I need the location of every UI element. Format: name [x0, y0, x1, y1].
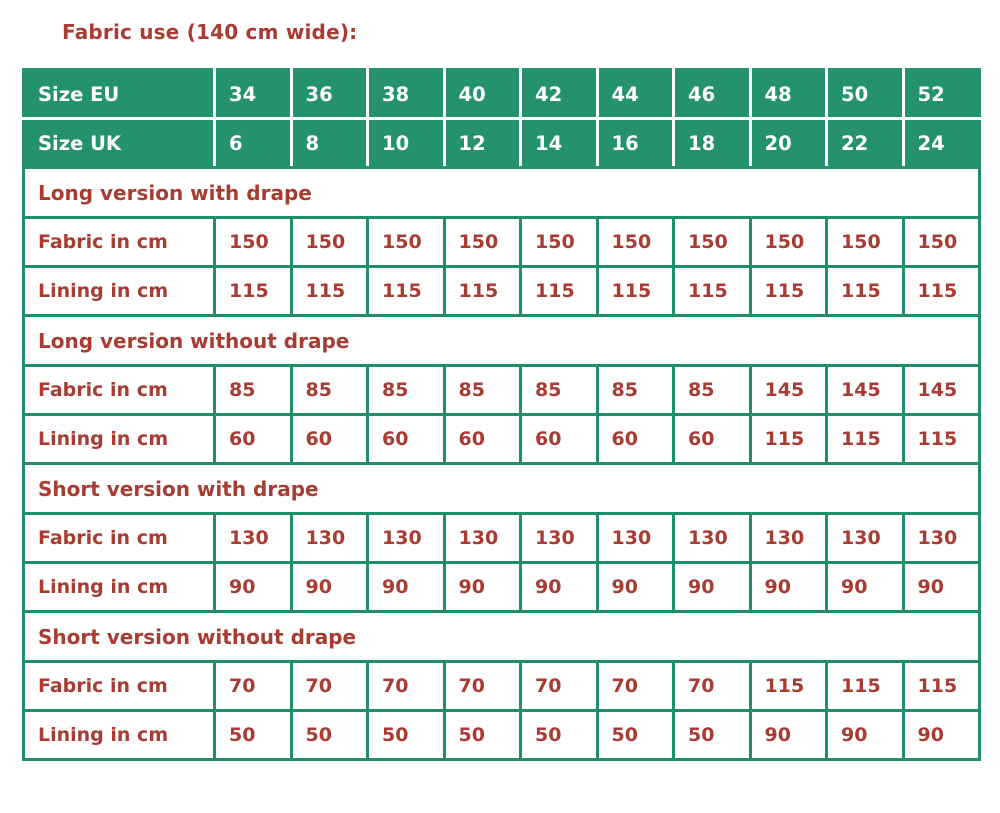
cell: 115	[750, 415, 827, 464]
table-row	[24, 366, 980, 415]
cell: 115	[674, 267, 751, 316]
cell: 130	[521, 514, 598, 563]
cell: 115	[291, 267, 368, 316]
cell: 90	[750, 563, 827, 612]
section-title-row	[24, 612, 980, 662]
cell: 85	[291, 366, 368, 415]
cell: 115	[827, 267, 904, 316]
cell: 50	[521, 711, 598, 760]
col-header-uk-2: 8	[291, 119, 368, 168]
cell: 90	[903, 563, 980, 612]
cell: 90	[903, 711, 980, 760]
cell: 70	[674, 662, 751, 711]
cell: 115	[903, 662, 980, 711]
col-header-eu-8: 48	[750, 70, 827, 119]
cell: 90	[291, 563, 368, 612]
col-header-uk-6: 16	[597, 119, 674, 168]
table-body	[24, 168, 980, 760]
cell: 60	[368, 415, 445, 464]
row-header-size-eu: Size EU	[24, 70, 215, 119]
cell: 90	[521, 563, 598, 612]
cell: 85	[597, 366, 674, 415]
cell: 115	[215, 267, 292, 316]
col-header-uk-10: 24	[903, 119, 980, 168]
cell: 130	[291, 514, 368, 563]
cell: 130	[674, 514, 751, 563]
table-row	[24, 563, 980, 612]
cell: 85	[444, 366, 521, 415]
section-title-row	[24, 464, 980, 514]
cell: 50	[597, 711, 674, 760]
cell: 90	[444, 563, 521, 612]
col-header-eu-2: 36	[291, 70, 368, 119]
cell: 115	[827, 415, 904, 464]
cell: 70	[521, 662, 598, 711]
row-label: Fabric in cm	[24, 662, 215, 711]
cell: 90	[750, 711, 827, 760]
cell: 90	[674, 563, 751, 612]
page-title: Fabric use (140 cm wide):	[62, 20, 358, 44]
cell: 85	[521, 366, 598, 415]
cell: 85	[674, 366, 751, 415]
cell: 130	[368, 514, 445, 563]
row-label: Fabric in cm	[24, 218, 215, 267]
section-title-short-without-drape: Short version without drape	[24, 612, 980, 662]
cell: 85	[368, 366, 445, 415]
cell: 115	[750, 662, 827, 711]
cell: 150	[750, 218, 827, 267]
row-label: Fabric in cm	[24, 514, 215, 563]
cell: 70	[291, 662, 368, 711]
row-label: Lining in cm	[24, 711, 215, 760]
cell: 85	[215, 366, 292, 415]
cell: 115	[750, 267, 827, 316]
col-header-uk-4: 12	[444, 119, 521, 168]
cell: 70	[215, 662, 292, 711]
col-header-uk-8: 20	[750, 119, 827, 168]
row-label: Fabric in cm	[24, 366, 215, 415]
table-row-size-eu	[24, 70, 980, 119]
cell: 115	[444, 267, 521, 316]
col-header-uk-3: 10	[368, 119, 445, 168]
cell: 130	[215, 514, 292, 563]
table-head	[24, 70, 980, 168]
cell: 150	[521, 218, 598, 267]
cell: 130	[444, 514, 521, 563]
cell: 150	[903, 218, 980, 267]
fabric-use-table	[22, 68, 981, 761]
table-row	[24, 415, 980, 464]
cell: 145	[827, 366, 904, 415]
col-header-uk-1: 6	[215, 119, 292, 168]
cell: 130	[597, 514, 674, 563]
cell: 150	[597, 218, 674, 267]
cell: 70	[444, 662, 521, 711]
cell: 150	[291, 218, 368, 267]
col-header-eu-1: 34	[215, 70, 292, 119]
cell: 60	[597, 415, 674, 464]
cell: 60	[521, 415, 598, 464]
fabric-use-table-wrapper	[22, 68, 978, 761]
cell: 115	[368, 267, 445, 316]
table-row	[24, 218, 980, 267]
cell: 115	[521, 267, 598, 316]
cell: 130	[903, 514, 980, 563]
cell: 150	[674, 218, 751, 267]
col-header-eu-7: 46	[674, 70, 751, 119]
cell: 115	[903, 267, 980, 316]
cell: 50	[674, 711, 751, 760]
section-title-short-with-drape: Short version with drape	[24, 464, 980, 514]
cell: 50	[291, 711, 368, 760]
table-row	[24, 514, 980, 563]
cell: 115	[597, 267, 674, 316]
section-title-long-without-drape: Long version without drape	[24, 316, 980, 366]
row-header-size-uk: Size UK	[24, 119, 215, 168]
cell: 50	[368, 711, 445, 760]
col-header-uk-7: 18	[674, 119, 751, 168]
table-row	[24, 662, 980, 711]
col-header-eu-6: 44	[597, 70, 674, 119]
col-header-eu-5: 42	[521, 70, 598, 119]
cell: 60	[291, 415, 368, 464]
cell: 115	[827, 662, 904, 711]
cell: 145	[903, 366, 980, 415]
row-label: Lining in cm	[24, 563, 215, 612]
cell: 145	[750, 366, 827, 415]
col-header-eu-9: 50	[827, 70, 904, 119]
cell: 130	[750, 514, 827, 563]
cell: 60	[444, 415, 521, 464]
cell: 150	[444, 218, 521, 267]
section-title-row	[24, 168, 980, 218]
cell: 70	[368, 662, 445, 711]
row-label: Lining in cm	[24, 415, 215, 464]
cell: 90	[368, 563, 445, 612]
table-row	[24, 267, 980, 316]
col-header-eu-4: 40	[444, 70, 521, 119]
table-row	[24, 711, 980, 760]
cell: 90	[597, 563, 674, 612]
cell: 50	[444, 711, 521, 760]
cell: 150	[215, 218, 292, 267]
cell: 130	[827, 514, 904, 563]
cell: 70	[597, 662, 674, 711]
col-header-uk-9: 22	[827, 119, 904, 168]
col-header-eu-10: 52	[903, 70, 980, 119]
cell: 90	[215, 563, 292, 612]
cell: 60	[215, 415, 292, 464]
cell: 90	[827, 563, 904, 612]
cell: 150	[827, 218, 904, 267]
col-header-uk-5: 14	[521, 119, 598, 168]
cell: 60	[674, 415, 751, 464]
cell: 115	[903, 415, 980, 464]
cell: 50	[215, 711, 292, 760]
cell: 90	[827, 711, 904, 760]
cell: 150	[368, 218, 445, 267]
section-title-long-with-drape: Long version with drape	[24, 168, 980, 218]
col-header-eu-3: 38	[368, 70, 445, 119]
table-row-size-uk	[24, 119, 980, 168]
row-label: Lining in cm	[24, 267, 215, 316]
section-title-row	[24, 316, 980, 366]
